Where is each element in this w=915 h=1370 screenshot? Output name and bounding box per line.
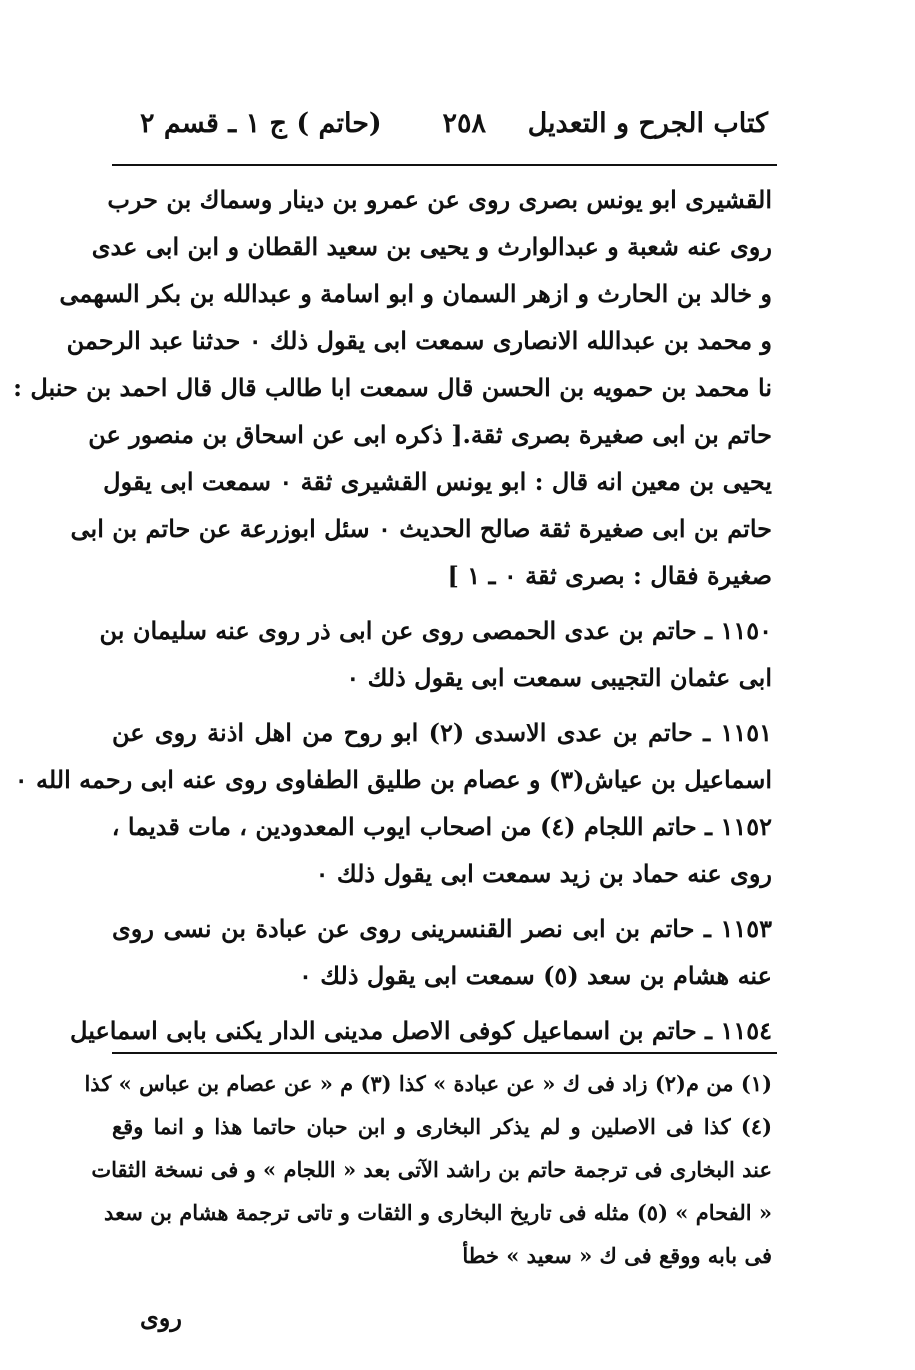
text-line: ١١٥١ ـ حاتم بن عدى الاسدى (٢) ابو روح من اهل اذنة روى عن xyxy=(112,718,773,747)
header-rule xyxy=(112,164,777,166)
entry-spacer xyxy=(112,999,772,1007)
entry-spacer xyxy=(112,897,772,905)
running-header xyxy=(118,100,768,156)
text-line: القشيرى ابو يونس بصرى روى عن عمرو بن دينار وسماك بن حرب xyxy=(107,185,772,214)
text-line: روى عنه شعبة و عبدالوارث و يحيى بن سعيد القطان و ابن ابى عدى xyxy=(91,232,772,261)
text-line: حاتم بن ابى صغيرة ثقة صالح الحديث ٠ سئل ابوزرعة عن حاتم بن ابى xyxy=(70,514,772,543)
text-line: حاتم بن ابى صغيرة بصرى ثقة.[ ذكره ابى عن اسحاق بن منصور عن xyxy=(88,420,772,449)
footnote-line: (١) من م(٢) زاد فى ك « عن عبادة » كذا (٣) م « عن عصام بن عباس » كذا xyxy=(84,1071,772,1096)
text-line: ١١٥٢ ـ حاتم اللجام (٤) من اصحاب ايوب المعدودين ، مات قديما ، xyxy=(111,812,772,841)
footnote-line: (٤) كذا فى الاصلين و لم يذكر البخارى و ابن حبان حاتما هذا و انما وقع xyxy=(112,1114,772,1139)
text-line: ١١٥٠ ـ حاتم بن عدى الحمصى روى عن ابى ذر روى عنه سليمان بن xyxy=(99,616,772,645)
page-number: ٢٥٨ xyxy=(442,108,486,139)
text-line: اسماعيل بن عياش(٣) و عصام بن طليق الطفاوى روى عنه ابى رحمه الله ٠ xyxy=(14,765,772,794)
footnote-rule xyxy=(112,1052,777,1054)
entry-spacer xyxy=(112,701,772,709)
section-label: (حاتم ) ج ١ ـ قسم ٢ xyxy=(140,108,382,139)
text-line: ١١٥٤ ـ حاتم بن اسماعيل كوفى الاصل مدينى الدار يكنى بابى اسماعيل xyxy=(70,1016,772,1045)
footnote-line: عند البخارى فى ترجمة حاتم بن راشد الآتى بعد « اللجام » و فى نسخة الثقات xyxy=(91,1157,772,1182)
text-line: و خالد بن الحارث و ازهر السمان و ابو اسامة و عبدالله بن بكر السهمى xyxy=(59,279,772,308)
text-line: ابى عثمان التجيبى سمعت ابى يقول ذلك ٠ xyxy=(346,663,772,692)
main-text xyxy=(13,176,773,1054)
footnote-line: فى بابه ووقع فى ك « سعيد » خطأ xyxy=(462,1243,772,1268)
text-line: عنه هشام بن سعد (٥) سمعت ابى يقول ذلك ٠ xyxy=(299,961,772,990)
book-title: كتاب الجرح و التعديل xyxy=(527,108,768,139)
entry-spacer xyxy=(112,599,772,607)
text-line: و محمد بن عبدالله الانصارى سمعت ابى يقول ذلك ٠ حدثنا عبد الرحمن xyxy=(66,326,772,355)
footnote-line: « الفحام » (٥) مثله فى تاريخ البخارى و الثقات و تاتى ترجمة هشام بن سعد xyxy=(104,1200,772,1225)
text-line: ١١٥٣ ـ حاتم بن ابى نصر القنسرينى روى عن عبادة بن نسى روى xyxy=(112,914,772,943)
footnotes xyxy=(84,1062,772,1277)
text-line: روى عنه حماد بن زيد سمعت ابى يقول ذلك ٠ xyxy=(315,859,772,888)
text-line: صغيرة فقال : بصرى ثقة ٠ ـ ١ ] xyxy=(447,561,772,590)
text-line: نا محمد بن حمويه بن الحسن قال سمعت ابا طالب قال قال احمد بن حنبل : xyxy=(13,373,772,402)
text-line: يحيى بن معين انه قال : ابو يونس القشيرى ثقة ٠ سمعت ابى يقول xyxy=(103,467,772,496)
catchword: روى xyxy=(140,1303,182,1332)
